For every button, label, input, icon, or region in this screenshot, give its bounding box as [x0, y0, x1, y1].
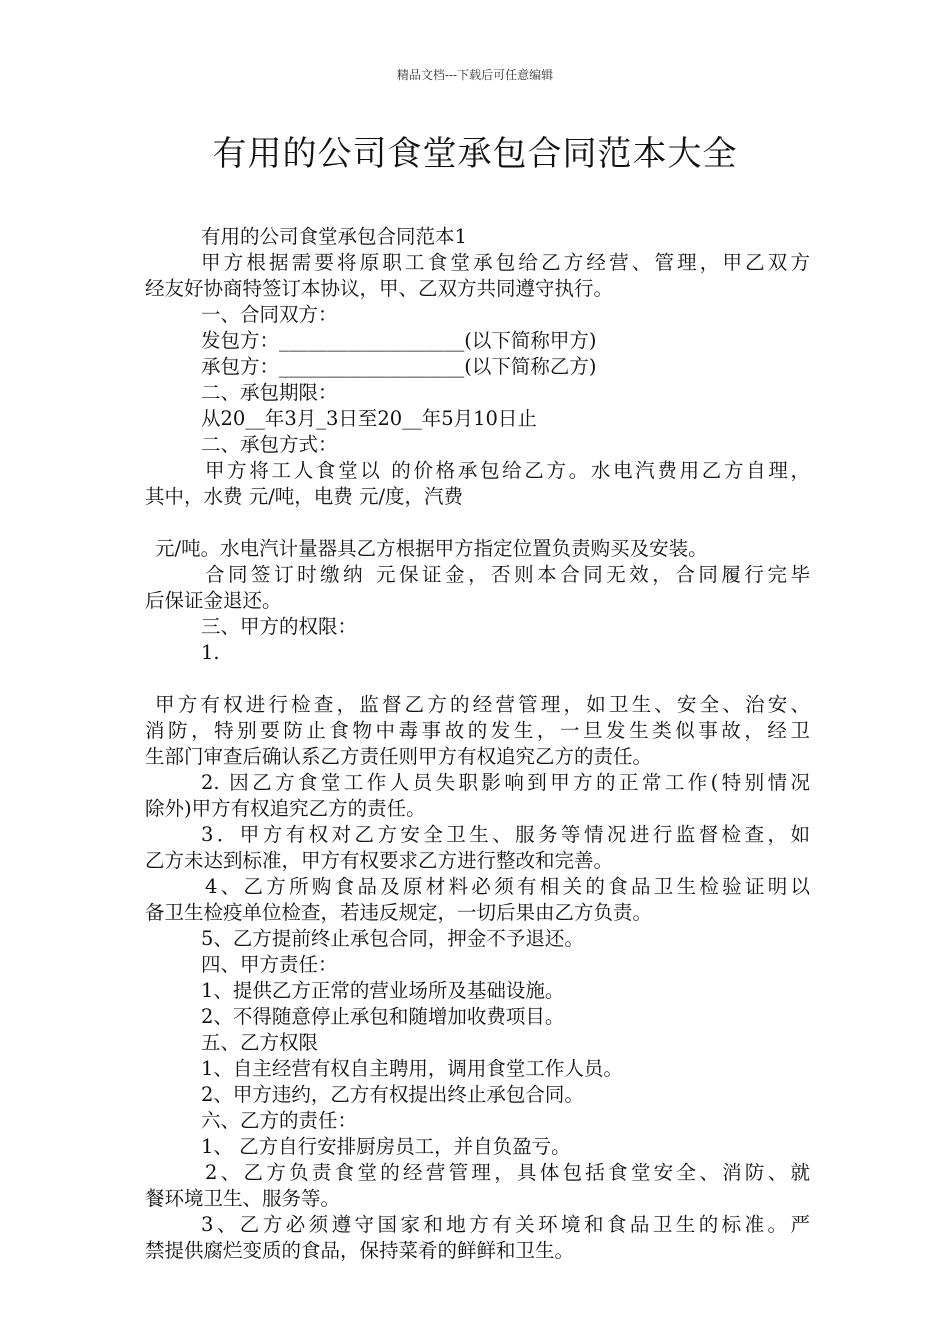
paragraph-line: 2、甲方违约，乙方有权提出终止承包合同。: [201, 1083, 584, 1106]
paragraph-line: 乙方未达到标准，甲方有权要求乙方进行整改和完善。: [145, 849, 614, 872]
paragraph-line: 2. 因乙方食堂工作人员失职影响到甲方的正常工作(特别情况: [201, 771, 810, 794]
paragraph-line: 禁提供腐烂变质的食品，保持菜肴的鲜鲜和卫生。: [145, 1239, 575, 1262]
paragraph-line: 3、乙方必须遵守国家和地方有关环境和食品卫生的标准。严: [201, 1213, 810, 1236]
section-heading: 有用的公司食堂承包合同范本1: [201, 225, 467, 248]
section-heading: 五、乙方权限: [201, 1031, 319, 1054]
paragraph-line: 其中，水费 元/吨，电费 元/度，汽费: [145, 485, 464, 508]
paragraph-line: 1、 乙方自行安排厨房员工，并自负盈亏。: [201, 1135, 571, 1158]
paragraph-line: 发包方：___________________(以下简称甲方): [201, 329, 597, 352]
section-heading: 三、甲方的权限：: [201, 615, 358, 638]
paragraph-line: 后保证金退还。: [145, 589, 282, 612]
section-heading: 六、乙方的责任：: [201, 1109, 358, 1132]
paragraph-line: 从20__年3月_3日至20__年5月10日止: [201, 407, 537, 430]
section-heading: 二、承包方式：: [201, 433, 338, 456]
paragraph-line: 3．甲方有权对乙方安全卫生、服务等情况进行监督检查，如: [201, 823, 810, 846]
section-heading: 四、甲方责任：: [201, 953, 338, 976]
paragraph-line: 2、不得随意停止承包和随增加收费项目。: [201, 1005, 565, 1028]
paragraph-line: 1、提供乙方正常的营业场所及基础设施。: [201, 979, 565, 1002]
paragraph-line: 1、自主经营有权自主聘用，调用食堂工作人员。: [201, 1057, 623, 1080]
paragraph-line: 2、乙方负责食堂的经营管理，具体包括食堂安全、消防、就: [205, 1161, 810, 1184]
paragraph-line: 除外)甲方有权追究乙方的责任。: [145, 797, 426, 820]
paragraph-line: 承包方：___________________(以下简称乙方): [201, 355, 597, 378]
paragraph-line: 4、乙方所购食品及原材料必须有相关的食品卫生检验证明以: [205, 875, 810, 898]
paragraph-line: 餐环境卫生、服务等。: [145, 1187, 341, 1210]
paragraph-line: 消防，特别要防止食物中毒事故的发生，一旦发生类似事故，经卫: [145, 719, 810, 742]
paragraph-line: 甲方有权进行检查，监督乙方的经营管理，如卫生、安全、治安、: [155, 693, 810, 716]
paragraph-line: 经友好协商特签订本协议，甲、乙双方共同遵守执行。: [145, 277, 614, 300]
paragraph-line: 5、乙方提前终止承包合同，押金不予退还。: [201, 927, 584, 950]
paragraph-line: 甲方根据需要将原职工食堂承包给乙方经营、管理，甲乙双方: [201, 251, 810, 274]
paragraph-line: 生部门审查后确认系乙方责任则甲方有权追究乙方的责任。: [145, 745, 653, 768]
paragraph-line: 甲方将工人食堂以 的价格承包给乙方。水电汽费用乙方自理，: [205, 459, 810, 482]
page-header: 精品文档---下载后可任意编辑: [396, 68, 554, 82]
section-heading: 一、合同双方：: [201, 303, 338, 326]
document-body: [145, 224, 810, 1264]
list-number: 1.: [201, 641, 220, 664]
section-heading: 二、承包期限：: [201, 381, 338, 404]
document-title: 有用的公司食堂承包合同范本大全: [212, 134, 738, 174]
paragraph-line: 合同签订时缴纳 元保证金，否则本合同无效，合同履行完毕: [205, 563, 810, 586]
paragraph-line: 备卫生检疫单位检查，若违反规定，一切后果由乙方负责。: [145, 901, 653, 924]
paragraph-line: 元/吨。水电汽计量器具乙方根据甲方指定位置负责购买及安装。: [155, 537, 708, 560]
